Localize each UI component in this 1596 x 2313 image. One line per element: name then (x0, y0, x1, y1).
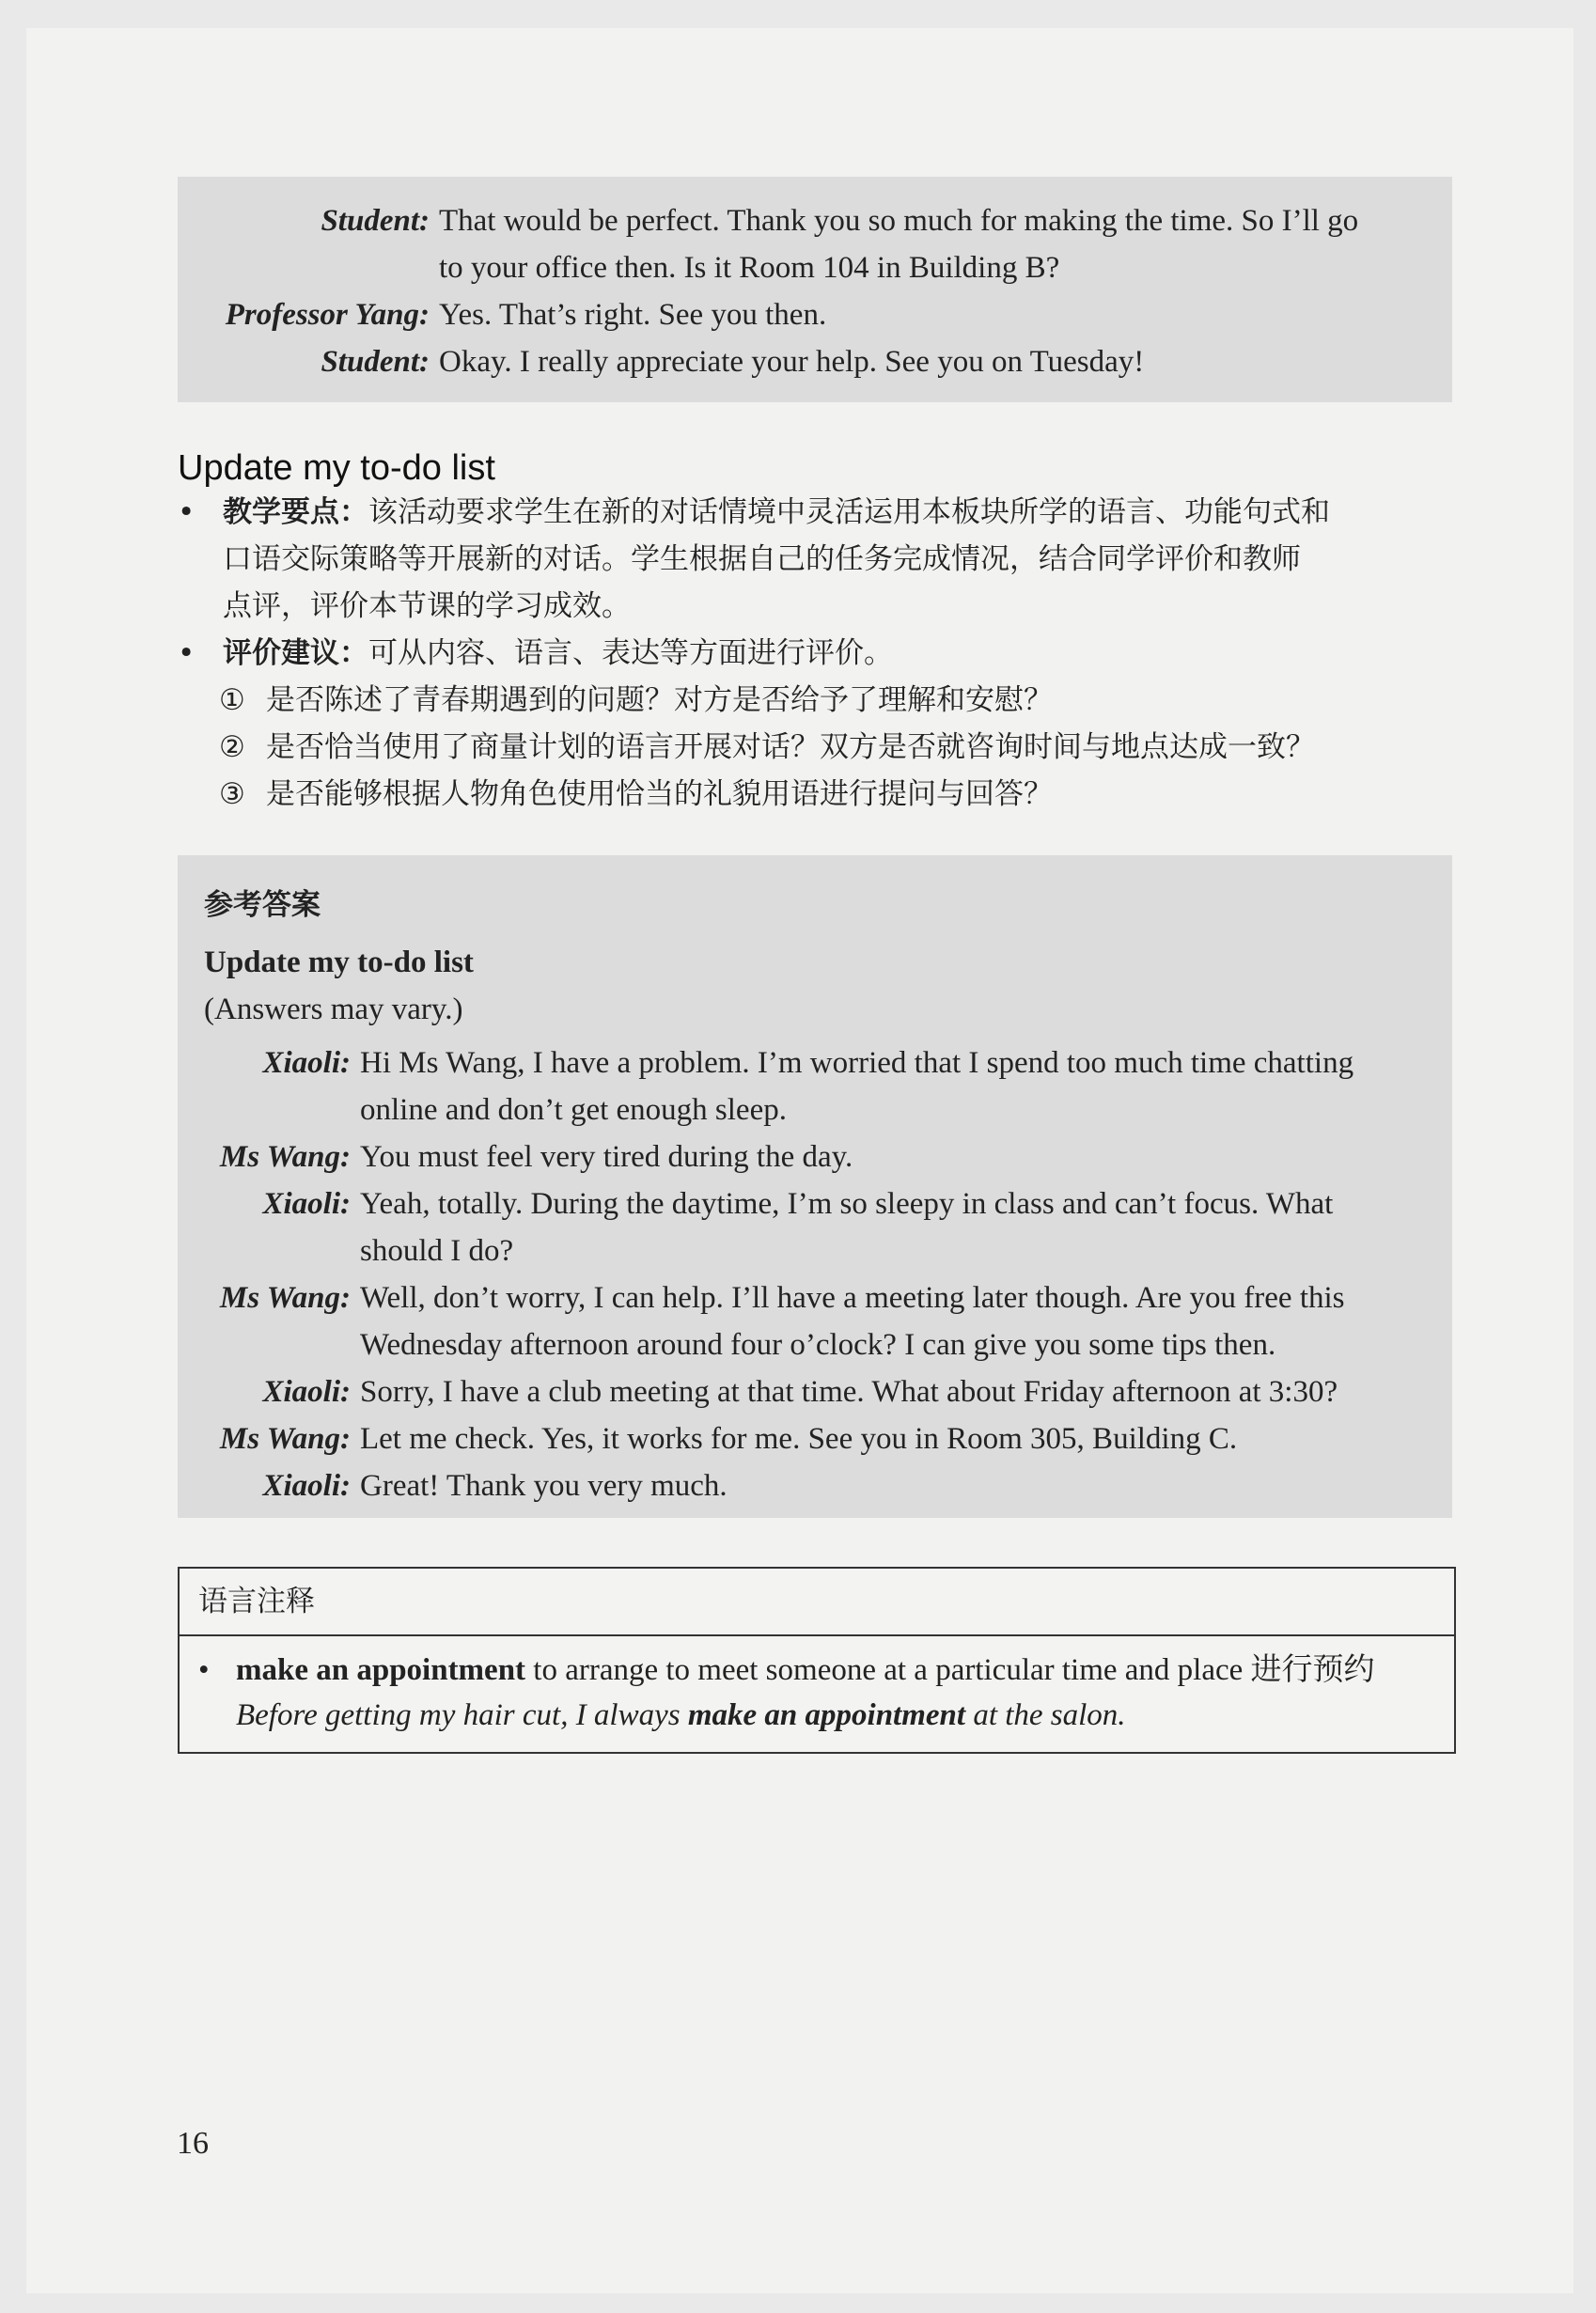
item-text: 是否恰当使用了商量计划的语言开展对话？双方是否就咨询时间与地点达成一致？ (266, 730, 1315, 764)
dialogue-line (197, 197, 1438, 244)
language-notes-box (178, 1567, 1456, 1754)
speaker-name: Student: (321, 204, 430, 238)
dialogue-line (204, 1274, 1440, 1321)
answer-note: (Answers may vary.) (204, 992, 463, 1026)
utterance: Yeah, totally. During the daytime, I’m so sleepy in class and can’t focus. What (360, 1187, 1334, 1221)
term: make an appointment (236, 1653, 526, 1687)
utterance: Yes. That’s right. See you then. (439, 298, 827, 332)
speaker-name: Xiaoli: (262, 1469, 351, 1503)
speaker-name: Student: (321, 345, 430, 379)
bullet-icon: • (198, 1653, 210, 1687)
teaching-notes (178, 489, 1465, 818)
evaluation-item (178, 771, 1465, 818)
item-number: ③ (219, 777, 245, 811)
dialogue-line (204, 1227, 1440, 1274)
answer-subheading: Update my to-do list (204, 946, 474, 979)
speaker-name: Ms Wang: (219, 1281, 351, 1315)
section-title: Update my to-do list (178, 448, 495, 488)
evaluation-item (178, 677, 1465, 724)
page-number: 16 (177, 2126, 209, 2161)
evaluation-text: 可从内容、语言、表达等方面进行评价。 (368, 636, 893, 670)
dialogue-line (204, 1039, 1440, 1086)
speaker-name: Xiaoli: (262, 1046, 351, 1080)
evaluation-suggestion (178, 630, 1465, 677)
bullet-icon: • (178, 636, 196, 670)
dialogue-line (204, 1415, 1440, 1462)
teaching-label: 教学要点： (223, 495, 368, 529)
utterance: Let me check. Yes, it works for me. See you in Room 305, Building C. (360, 1422, 1238, 1456)
dialogue-line (204, 1368, 1440, 1415)
utterance: Hi Ms Wang, I have a problem. I’m worried that I spend too much time chatting (360, 1046, 1354, 1080)
language-notes-heading: 语言注释 (180, 1569, 1454, 1636)
example-text: at the salon. (965, 1698, 1126, 1732)
example-sentence (198, 1693, 1435, 1738)
evaluation-item (178, 724, 1465, 771)
speaker-name: Ms Wang: (219, 1422, 351, 1456)
utterance: You must feel very tired during the day. (360, 1140, 853, 1174)
utterance: Okay. I really appreciate your help. See you on Tuesday! (439, 345, 1145, 379)
utterance: Sorry, I have a club meeting at that time. What about Friday afternoon at 3:30? (360, 1375, 1338, 1409)
term-definition: to arrange to meet someone at a particular time and place 进行预约 (525, 1653, 1375, 1687)
bullet-icon: • (178, 495, 196, 529)
speaker-name (204, 1321, 360, 1368)
speaker-name: Professor Yang: (225, 298, 430, 332)
example-term: make an appointment (687, 1698, 966, 1732)
teaching-line: 点评，评价本节课的学习成效。 (223, 589, 631, 623)
speaker-name (197, 244, 439, 291)
speaker-name: Xiaoli: (262, 1187, 351, 1221)
teaching-line: 该活动要求学生在新的对话情境中灵活运用本板块所学的语言、功能句式和 (368, 495, 1330, 529)
item-number: ② (219, 730, 245, 764)
teaching-point (178, 489, 1465, 630)
teaching-line: 口语交际策略等开展新的对话。学生根据自己的任务完成情况，结合同学评价和教师 (223, 542, 1301, 576)
evaluation-label: 评价建议： (223, 636, 368, 670)
top-dialogue (197, 197, 1438, 385)
speaker-name: Xiaoli: (262, 1375, 351, 1409)
dialogue-line (197, 244, 1438, 291)
utterance: Great! Thank you very much. (360, 1469, 728, 1503)
utterance: to your office then. Is it Room 104 in Building B? (439, 251, 1060, 285)
speaker-name (204, 1227, 360, 1274)
dialogue-line (204, 1462, 1440, 1509)
item-text: 是否陈述了青春期遇到的问题？对方是否给予了理解和安慰？ (266, 683, 1053, 717)
answer-dialogue (204, 1039, 1440, 1509)
dialogue-line (204, 1321, 1440, 1368)
speaker-name (204, 1086, 360, 1133)
answer-heading: 参考答案 (204, 888, 321, 922)
example-text: Before getting my hair cut, I always (236, 1698, 688, 1732)
utterance: Wednesday afternoon around four o’clock? I can give you some tips then. (360, 1328, 1276, 1362)
dialogue-line (204, 1086, 1440, 1133)
utterance: That would be perfect. Thank you so much for making the time. So I’ll go (439, 204, 1359, 238)
utterance: should I do? (360, 1234, 514, 1268)
dialogue-line (204, 1133, 1440, 1180)
dialogue-line (204, 1180, 1440, 1227)
item-text: 是否能够根据人物角色使用恰当的礼貌用语进行提问与回答？ (266, 777, 1053, 811)
item-number: ① (219, 683, 245, 717)
dialogue-line (197, 291, 1438, 338)
utterance: Well, don’t worry, I can help. I’ll have a meeting later though. Are you free this (360, 1281, 1345, 1315)
utterance: online and don’t get enough sleep. (360, 1093, 787, 1127)
speaker-name: Ms Wang: (219, 1140, 351, 1174)
dialogue-line (197, 338, 1438, 385)
